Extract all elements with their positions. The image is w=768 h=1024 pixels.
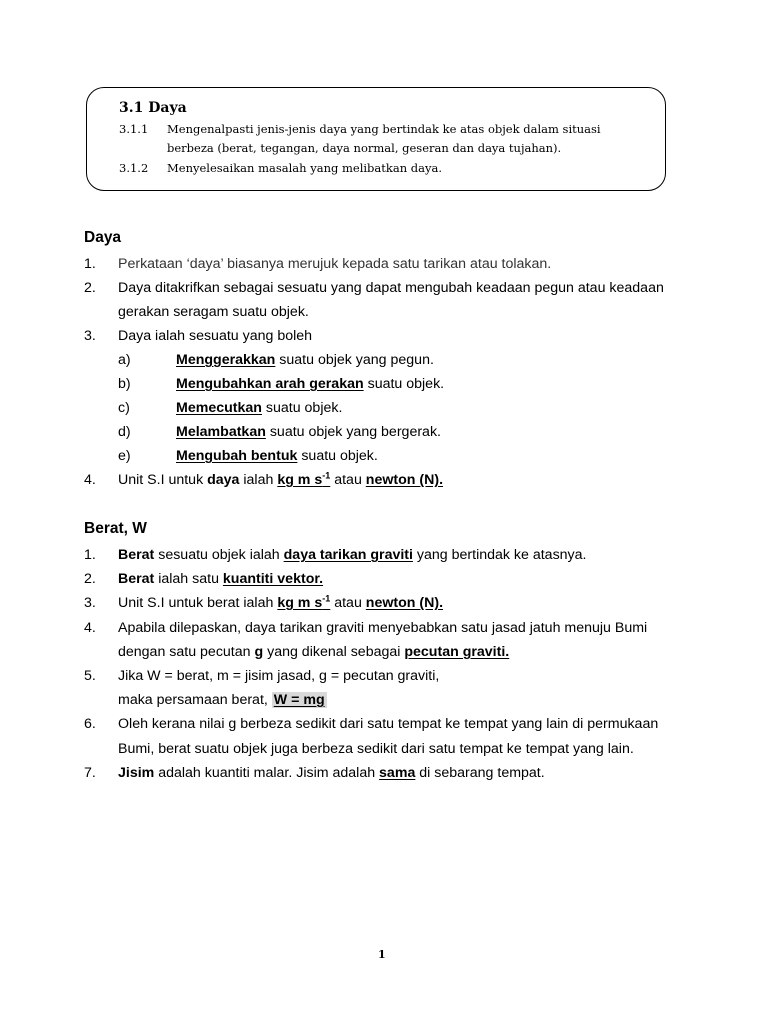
outline-title: 3.1 Daya bbox=[119, 100, 187, 116]
sub-text: Melambatkan suatu objek yang bergerak. bbox=[176, 424, 441, 440]
sub-letter: c) bbox=[118, 400, 130, 416]
list-text: Unit S.I untuk berat ialah kg m $s^{-1}$ atau newton (N). bbox=[118, 593, 444, 611]
sub-letter: b) bbox=[118, 376, 131, 392]
list-text: maka persamaan berat, W = mg bbox=[118, 692, 325, 708]
list-text: gerakan seragam suatu objek. bbox=[118, 304, 309, 320]
sub-letter: e) bbox=[118, 448, 131, 464]
list-text: Perkataan ‘daya’ biasanya merujuk kepada satu tarikan atau tolakan. bbox=[118, 256, 552, 272]
list-number: 4. bbox=[84, 472, 96, 488]
outline-item-number: 3.1.1 bbox=[119, 122, 149, 136]
list-number: 4. bbox=[84, 620, 96, 636]
formula-highlight: W = mg bbox=[273, 692, 325, 708]
list-text: Unit S.I untuk daya ialah kg m $s^{-1}$ atau newton (N). bbox=[118, 470, 444, 488]
list-text: dengan satu pecutan g yang dikenal sebagai pecutan graviti. bbox=[118, 644, 510, 660]
sub-text: Memecutkan suatu objek. bbox=[176, 400, 343, 416]
sub-letter: d) bbox=[118, 424, 131, 440]
list-number: 1. bbox=[84, 547, 96, 563]
outline-item-text: Menyelesaikan masalah yang melibatkan daya. bbox=[167, 161, 443, 175]
list-number: 3. bbox=[84, 328, 96, 344]
list-text: Jisim adalah kuantiti malar. Jisim adalah sama di sebarang tempat. bbox=[118, 765, 545, 781]
list-text: Berat ialah satu kuantiti vektor. bbox=[118, 571, 324, 587]
sub-letter: a) bbox=[118, 352, 131, 368]
list-number: 6. bbox=[84, 716, 96, 732]
outline-item-text: Mengenalpasti jenis-jenis daya yang bertindak ke atas objek dalam situasi bbox=[167, 122, 601, 136]
list-text: Berat sesuatu objek ialah daya tarikan graviti yang bertindak ke atasnya. bbox=[118, 547, 587, 563]
list-text: Daya ditakrifkan sebagai sesuatu yang dapat mengubah keadaan pegun atau keadaan bbox=[118, 280, 664, 296]
list-text: Oleh kerana nilai g berbeza sedikit dari satu tempat ke tempat yang lain di permukaan bbox=[118, 716, 659, 732]
list-number: 1. bbox=[84, 256, 96, 272]
outline-item-text-line2: berbeza (berat, tegangan, daya normal, geseran dan daya tujahan). bbox=[167, 141, 562, 155]
list-number: 2. bbox=[84, 280, 96, 296]
list-number: 2. bbox=[84, 571, 96, 587]
list-number: 5. bbox=[84, 668, 96, 684]
learning-outline-box bbox=[86, 87, 666, 191]
section-heading-berat: Berat, W bbox=[84, 520, 147, 537]
list-number: 3. bbox=[84, 595, 96, 611]
sub-text: Mengubahkan arah gerakan suatu objek. bbox=[176, 376, 445, 392]
sub-text: Mengubah bentuk suatu objek. bbox=[176, 448, 378, 464]
section-heading-daya: Daya bbox=[84, 229, 122, 246]
outline-item-number: 3.1.2 bbox=[119, 161, 149, 175]
list-text: Bumi, berat suatu objek juga berbeza sedikit dari satu tempat ke tempat yang lain. bbox=[118, 741, 634, 757]
list-number: 7. bbox=[84, 765, 96, 781]
list-text: Apabila dilepaskan, daya tarikan graviti menyebabkan satu jasad jatuh menuju Bumi bbox=[118, 620, 648, 636]
page-number: 1 bbox=[378, 948, 386, 961]
list-text: Daya ialah sesuatu yang boleh bbox=[118, 328, 313, 344]
sub-text: Menggerakkan suatu objek yang pegun. bbox=[176, 352, 434, 368]
list-text: Jika W = berat, m = jisim jasad, g = pecutan graviti, bbox=[118, 668, 440, 684]
